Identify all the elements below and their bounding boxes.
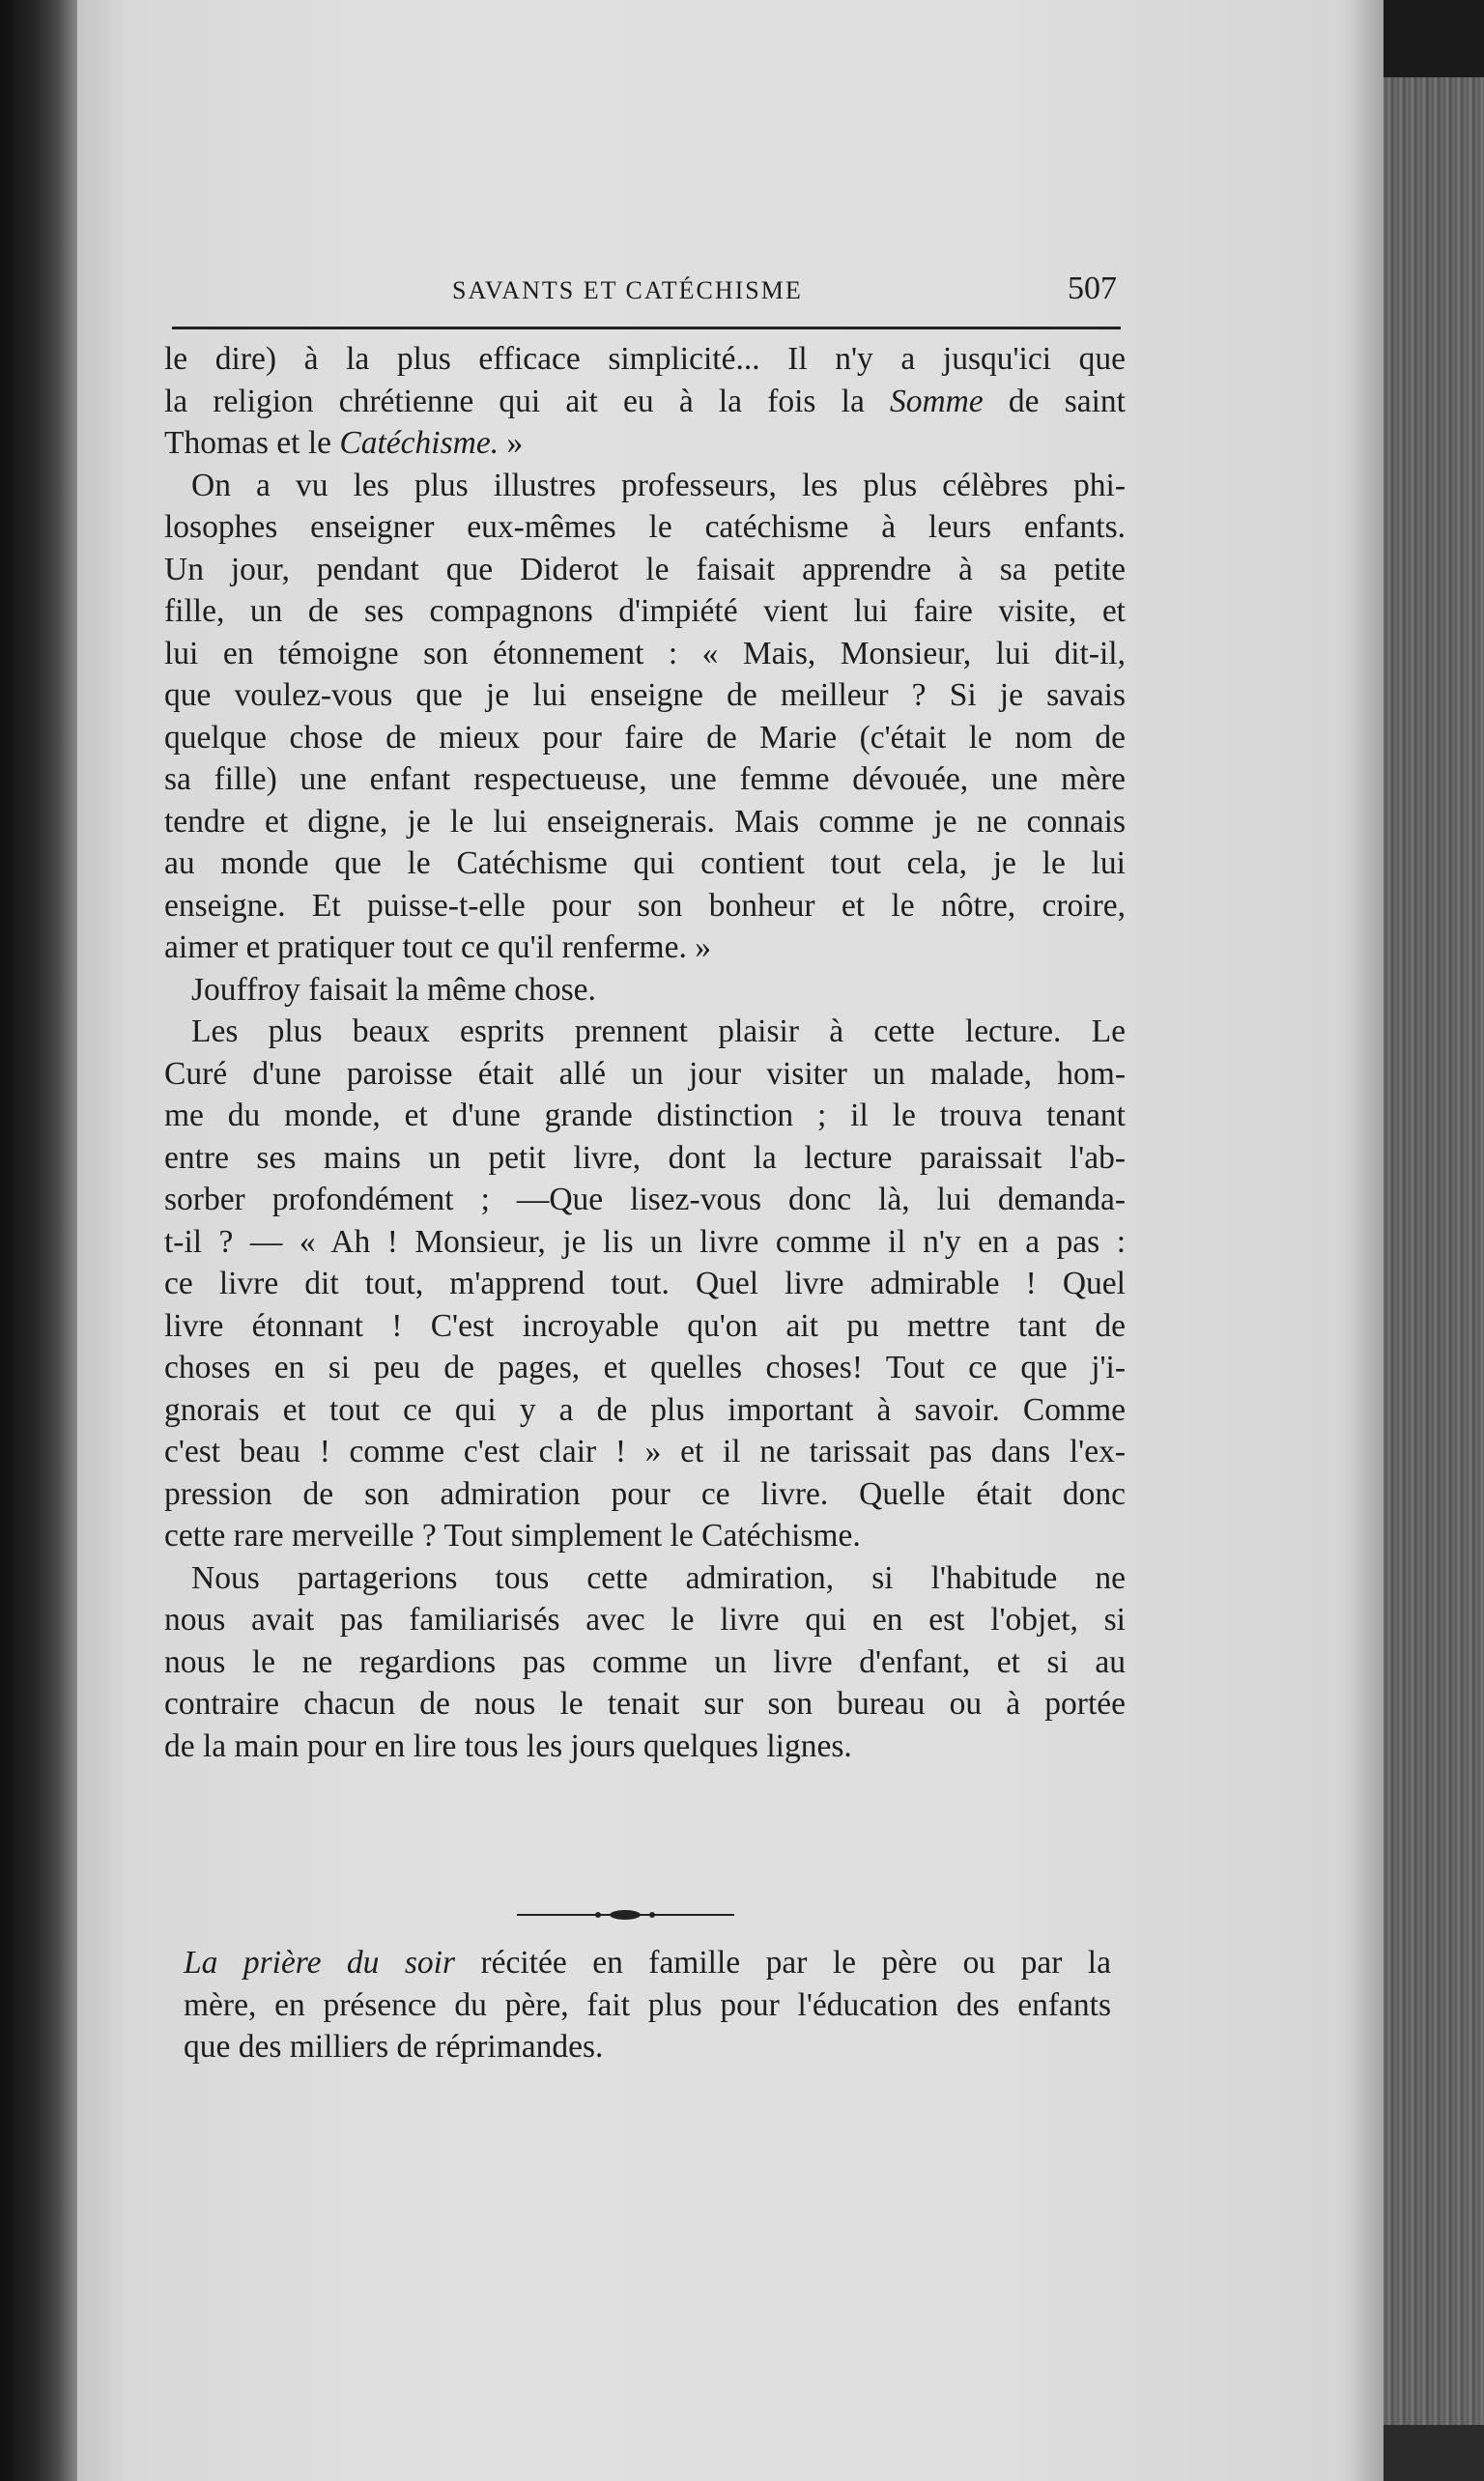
text-line: c'est beau ! comme c'est clair ! » et il ne tarissait pas dans l'ex- xyxy=(164,1434,1126,1469)
text-line: Nous partagerions tous cette admiration, si l'habitude ne xyxy=(191,1559,1126,1596)
text-line: tendre et digne, je le lui enseignerais. Mais comme je ne connais xyxy=(164,803,1126,840)
text-line: me du monde, et d'une grande distinction ; il le trouva tenant xyxy=(164,1098,1126,1133)
page-header xyxy=(172,269,1121,317)
text-line: Les plus beaux esprits prennent plaisir à cette lecture. Le xyxy=(191,1013,1126,1049)
text-line: pression de son admiration pour ce livre. Quelle était donc xyxy=(164,1475,1126,1512)
header-rule xyxy=(172,327,1121,329)
text-line: nous le ne regardions pas comme un livre d'enfant, et si au xyxy=(164,1643,1126,1680)
paragraph-4 xyxy=(164,1011,1126,1557)
running-head: SAVANTS ET CATÉCHISME xyxy=(452,276,803,304)
text-line: au monde que le Catéchisme qui contient tout cela, je le lui xyxy=(164,845,1126,881)
text-line: losophes enseigner eux-mêmes le catéchisme à leurs enfants. xyxy=(164,509,1126,545)
text-segment: Thomas et le xyxy=(164,425,340,461)
text-segment: de saint xyxy=(983,383,1126,419)
text-line: choses en si peu de pages, et quelles choses! Tout ce que j'i- xyxy=(164,1350,1126,1385)
paragraph-2 xyxy=(164,465,1126,969)
text-line: enseigne. Et puisse-t-elle pour son bonheur et le nôtre, croire, xyxy=(164,887,1126,924)
paragraph-5 xyxy=(164,1557,1126,1768)
scan-left-border xyxy=(0,0,77,2481)
text-line: livre étonnant ! C'est incroyable qu'on ait pu mettre tant de xyxy=(164,1307,1126,1344)
paragraph-3 xyxy=(164,969,1126,1012)
text-line: que voulez-vous que je lui enseigne de meilleur ? Si je savais xyxy=(164,677,1126,713)
text-line: lui en témoigne son étonnement : « Mais, Monsieur, lui dit-il, xyxy=(164,635,1126,671)
text-line: sa fille) une enfant respectueuse, une femme dévouée, une mère xyxy=(164,761,1126,797)
text-line: nous avait pas familiarisés avec le livre qui en est l'objet, si xyxy=(164,1602,1126,1638)
text-line: entre ses mains un petit livre, dont la lecture paraissait l'ab- xyxy=(164,1139,1126,1176)
text-line: aimer et pratiquer tout ce qu'il renferme. » xyxy=(164,929,711,965)
text-line: t-il ? — « Ah ! Monsieur, je lis un livre comme il n'y en a pas : xyxy=(164,1223,1126,1260)
body-text xyxy=(164,338,1126,1767)
text-line: mère, en présence du père, fait plus pour l'éducation des enfants xyxy=(184,1986,1111,2023)
closing-quote xyxy=(184,1942,1111,2068)
text-segment: la religion chrétienne qui ait eu à la fois la xyxy=(164,383,890,419)
text-line-with-italic xyxy=(164,381,1126,423)
text-line: gnorais et tout ce qui y a de plus important à savoir. Comme xyxy=(164,1391,1126,1428)
text-line: de la main pour en lire tous les jours quelques lignes. xyxy=(164,1727,852,1764)
paragraph-1 xyxy=(164,338,1126,465)
text-segment: » xyxy=(499,425,524,461)
page-number: 507 xyxy=(1068,271,1117,306)
text-line: contraire chacun de nous le tenait sur son bureau ou à portée xyxy=(164,1686,1126,1722)
book-page-edges xyxy=(1384,77,1484,2425)
italic-title: Catéchisme. xyxy=(339,425,499,461)
italic-title: Somme xyxy=(889,383,984,419)
text-line: le dire) à la plus efficace simplicité... Il n'y a jusqu'ici que xyxy=(164,341,1126,377)
text-line: cette rare merveille ? Tout simplement le Catéchisme. xyxy=(164,1518,861,1554)
text-line: On a vu les plus illustres professeurs, les plus célèbres phi- xyxy=(191,467,1126,503)
scan-right-bottom-border xyxy=(1384,2425,1484,2481)
text-line: sorber profondément ; —Que lisez-vous donc là, lui demanda- xyxy=(164,1182,1126,1217)
italic-lead: La prière du soir xyxy=(184,1945,456,1981)
text-line-with-italic xyxy=(184,1942,1111,1984)
section-divider-ornament xyxy=(517,1903,734,1926)
page-edge-shadow xyxy=(1348,0,1384,2481)
text-line: Jouffroy faisait la même chose. xyxy=(191,971,596,1008)
text-line: Un jour, pendant que Diderot le faisait apprendre à sa petite xyxy=(164,551,1126,587)
text-segment: récitée en famille par le père ou par la xyxy=(455,1945,1111,1981)
text-line: Curé d'une paroisse était allé un jour visiter un malade, hom- xyxy=(164,1055,1126,1092)
scan-right-top-border xyxy=(1384,0,1484,77)
text-line-with-italic xyxy=(164,422,1126,465)
text-line: quelque chose de mieux pour faire de Marie (c'était le nom de xyxy=(164,719,1126,756)
text-line: que des milliers de réprimandes. xyxy=(184,2029,604,2065)
text-line: fille, un de ses compagnons d'impiété vient lui faire visite, et xyxy=(164,593,1126,629)
text-line: ce livre dit tout, m'apprend tout. Quel livre admirable ! Quel xyxy=(164,1266,1126,1301)
